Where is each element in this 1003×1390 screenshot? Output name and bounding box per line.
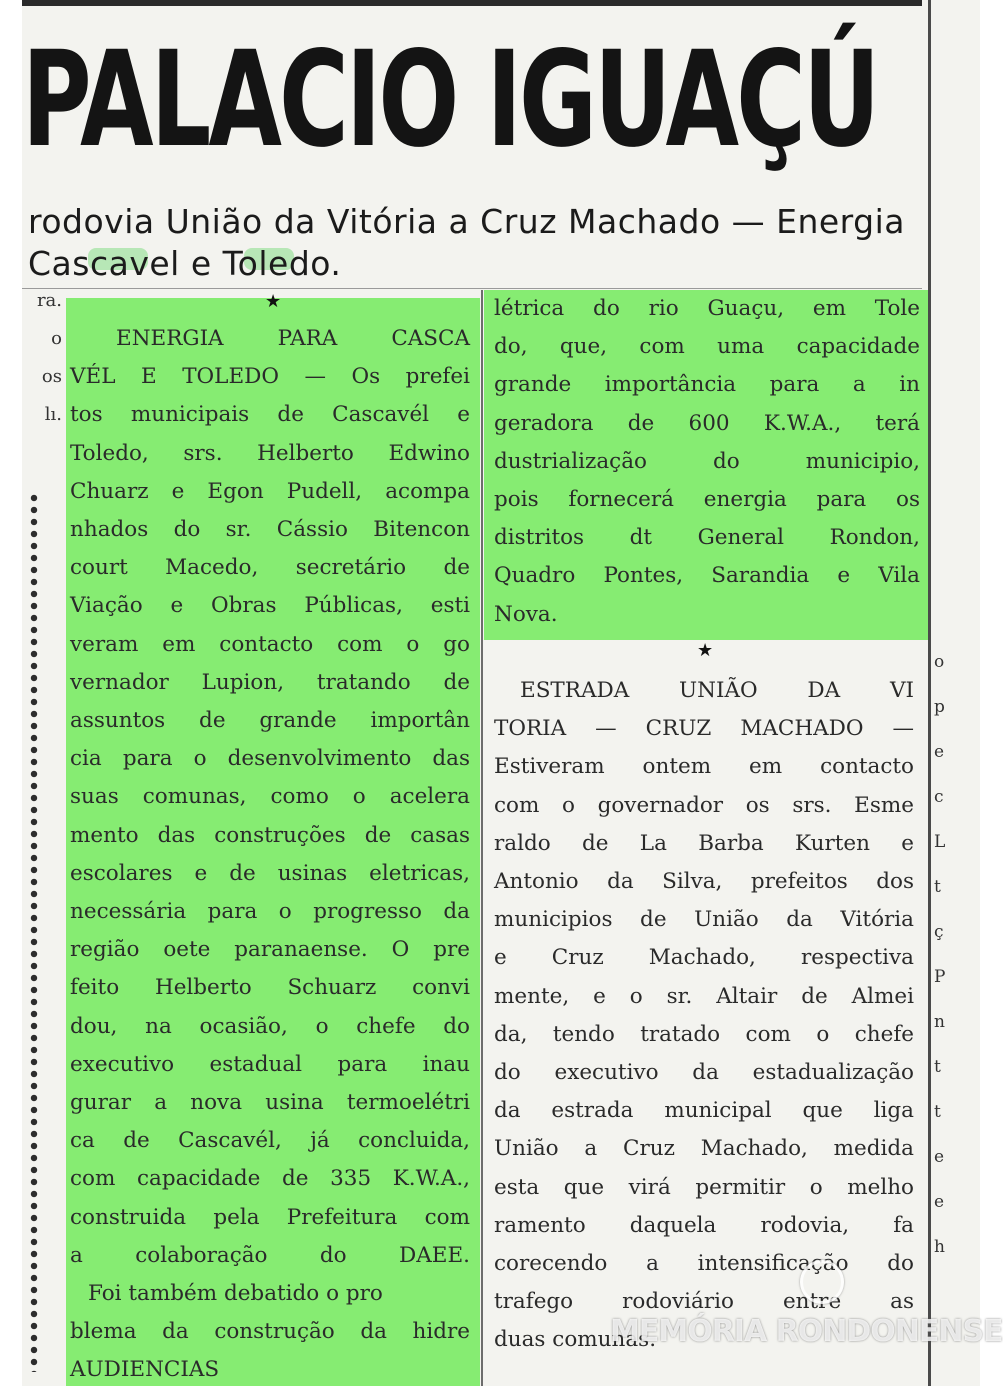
masthead-rule	[22, 0, 922, 6]
text-line: tos municipais de Cascavél e	[70, 402, 470, 428]
gutter-fragment: L	[934, 832, 946, 852]
gutter-fragment: t	[934, 1102, 941, 1122]
article-estrada-column	[494, 672, 914, 1360]
text-line: Quadro Pontes, Sarandia e Vila	[494, 563, 920, 589]
text-line: blema da construção da hidre	[70, 1319, 470, 1345]
section-divider	[22, 288, 922, 289]
text-line: corecendo a intensificação do	[494, 1251, 914, 1277]
text-line: trafego rodoviário entre as	[494, 1289, 914, 1315]
text-line: duas comunas.	[494, 1327, 657, 1353]
text-line: grande importância para a in	[494, 372, 920, 398]
text-line: létrica do rio Guaçu, em Tole	[494, 296, 920, 321]
gutter-fragment: o	[51, 328, 62, 349]
gutter-fragment: os	[41, 366, 62, 387]
text-line: com o governador os srs. Esme	[494, 792, 914, 818]
text-line: Estiveram ontem em contacto	[494, 754, 914, 780]
text-line: Viação e Obras Públicas, esti	[70, 593, 470, 619]
gutter-fragment: e	[934, 1147, 945, 1167]
text-line: veram em contacto com o go	[70, 631, 470, 657]
text-line: construida pela Prefeitura com	[70, 1204, 470, 1230]
text-line: geradora de 600 K.W.A., terá	[494, 410, 920, 436]
text-line: da estrada municipal que liga	[494, 1098, 914, 1124]
text-line: TORIA — CRUZ MACHADO —	[494, 716, 914, 742]
gutter-fragment: e	[934, 1192, 945, 1212]
text-line: dou, na ocasião, o chefe do	[70, 1013, 470, 1039]
decorative-chain-border	[28, 492, 42, 1372]
text-line: distritos dt General Rondon,	[494, 525, 920, 551]
text-line: Toledo, srs. Helberto Edwino	[70, 440, 470, 466]
text-line: feito Helberto Schuarz convi	[70, 975, 470, 1001]
text-line: da, tendo tratado com o chefe	[494, 1021, 914, 1047]
text-line: pois fornecerá energia para os	[494, 487, 920, 513]
text-line: mente, e o sr. Altair de Almei	[494, 983, 914, 1009]
text-line: ESTRADA UNIÃO DA VI	[520, 678, 914, 703]
text-line: suas comunas, como o acelera	[70, 784, 470, 810]
text-line: cia para o desenvolvimento das	[70, 746, 470, 772]
text-line: Chuarz e Egon Pudell, acompa	[70, 478, 470, 504]
gutter-fragment: c	[934, 787, 944, 807]
text-line: Foi também debatido o pro	[88, 1281, 383, 1307]
text-line: ENERGIA PARA CASCA	[116, 326, 470, 351]
text-line: gurar a nova usina termoelétri	[70, 1090, 470, 1116]
gutter-fragment: ra.	[36, 290, 62, 311]
text-line: Nova.	[494, 601, 558, 627]
text-line: e Cruz Machado, respectiva	[494, 945, 914, 971]
text-line: necessária para o progresso da	[70, 899, 470, 925]
watermark-logo-icon	[800, 1260, 844, 1304]
subheadline-line-1: rodovia União da Vitória a Cruz Machado — Energia	[28, 202, 906, 241]
gutter-fragment: t	[934, 1057, 941, 1077]
gutter-fragment: ç	[934, 922, 944, 942]
column-rule	[481, 290, 483, 1386]
text-line: VÉL E TOLEDO — Os prefei	[70, 364, 470, 390]
gutter-fragment: P	[934, 967, 946, 987]
gutter-fragment: lı.	[44, 404, 62, 425]
star-separator-icon: ★	[697, 640, 714, 661]
article-energia-column	[70, 320, 470, 1383]
watermark-text: MEMÓRIA RONDONENSE	[610, 1314, 1003, 1349]
page-margin	[0, 0, 22, 1386]
text-line: raldo de La Barba Kurten e	[494, 830, 914, 856]
gutter-fragment: n	[934, 1012, 945, 1032]
column-rule-right	[928, 0, 931, 1386]
text-line: ramento daquela rodovia, fa	[494, 1212, 914, 1238]
text-line: com capacidade de 335 K.W.A.,	[70, 1166, 470, 1192]
text-line: executivo estadual para inau	[70, 1051, 470, 1077]
subheadline-line-2: Cascavel e Toledo.	[28, 244, 342, 283]
text-line: União a Cruz Machado, medida	[494, 1136, 914, 1162]
text-line: esta que virá permitir o melho	[494, 1174, 914, 1200]
text-line: dustrialização do municipio,	[494, 448, 920, 474]
gutter-fragment: o	[934, 652, 945, 672]
text-line: municipios de União da Vitória	[494, 907, 914, 933]
text-line: court Macedo, secretário de	[70, 555, 470, 581]
star-separator-icon: ★	[265, 291, 282, 312]
text-line: região oete paranaense. O pre	[70, 937, 470, 963]
text-line: escolares e de usinas eletricas,	[70, 860, 470, 886]
text-line: assuntos de grande importân	[70, 708, 470, 734]
text-line: mento das construções de casas	[70, 822, 470, 848]
gutter-fragment: t	[934, 877, 941, 897]
text-line: do, que, com uma capacidade	[494, 334, 920, 360]
gutter-fragment: p	[934, 697, 945, 717]
text-line: vernador Lupion, tratando de	[70, 669, 470, 695]
text-line: a colaboração do DAEE.	[70, 1242, 470, 1268]
text-line: Antonio da Silva, prefeitos dos	[494, 869, 914, 895]
text-line: AUDIENCIAS	[70, 1357, 220, 1383]
right-gutter-fragments	[934, 640, 954, 1270]
masthead-title: PALACIO IGUAÇÚ	[22, 23, 878, 177]
text-line: do executivo da estadualização	[494, 1060, 914, 1086]
gutter-fragment: h	[934, 1237, 945, 1257]
text-line: nhados do sr. Cássio Bitencon	[70, 517, 470, 543]
gutter-fragment: e	[934, 742, 945, 762]
text-line: ca de Cascavél, já concluida,	[70, 1128, 470, 1154]
left-gutter-fragments	[28, 282, 62, 434]
article-energia-continued	[494, 290, 920, 634]
